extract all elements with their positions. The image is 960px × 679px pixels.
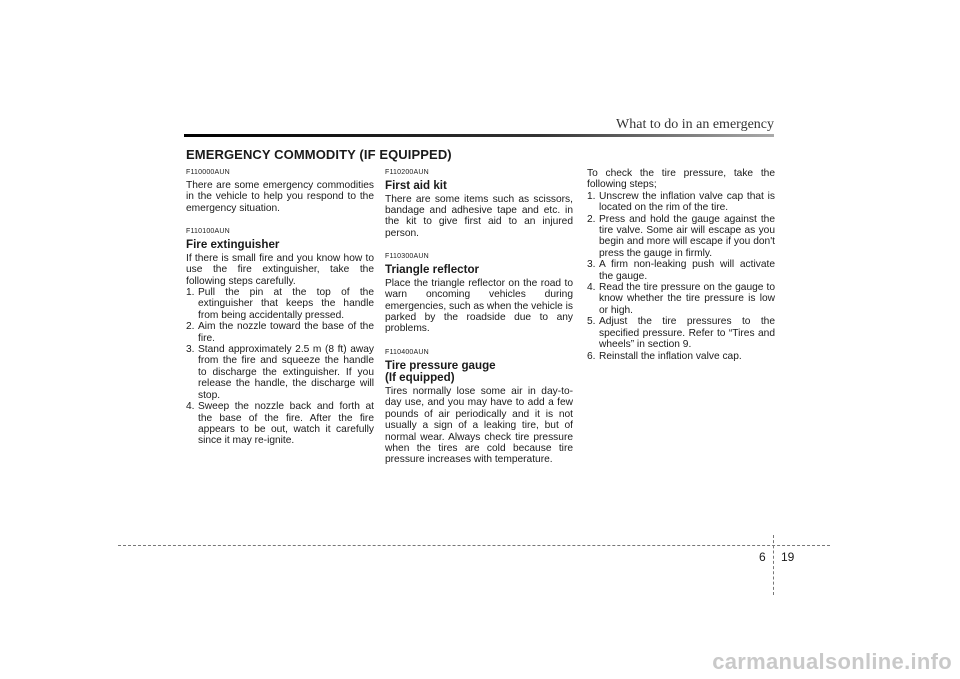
- first-aid-heading: First aid kit: [385, 179, 447, 192]
- tire-gauge-paragraph: Tires normally lose some air in day-to-day use, and you may have to add a few pounds of air periodically and it is not usually a sign of a leaking tire, but of normal wear. Always check tire pressure when the tires are cold because tire pressure increases with temperature.: [385, 386, 573, 466]
- step-text: Press and hold the gauge against the tire valve. Some air will escape as you begin and more will escape if you don't press the gauge in firmly.: [599, 213, 775, 259]
- column-2: [385, 168, 573, 479]
- list-item: [587, 282, 775, 316]
- running-header-title: What to do in an emergency: [616, 117, 774, 132]
- step-number: 5.: [587, 316, 596, 328]
- footer-dashed-divider: [773, 535, 774, 595]
- step-number: 3.: [587, 259, 596, 271]
- step-text: A firm non-leaking push will activate the gauge.: [599, 259, 775, 282]
- tire-gauge-code: F110400AUN: [385, 348, 429, 356]
- step-number: 2.: [587, 213, 596, 225]
- list-item: [587, 214, 775, 260]
- tire-check-intro: To check the tire pressure, take the following steps;: [587, 168, 775, 191]
- triangle-reflector-code: F110300AUN: [385, 253, 429, 261]
- header-rule: [184, 134, 774, 137]
- list-item: [587, 316, 775, 350]
- list-item: [587, 259, 775, 282]
- step-text: Adjust the tire pressures to the specified pressure. Refer to “Tires and wheels” in section 9.: [599, 316, 775, 351]
- column-1: [186, 168, 374, 447]
- fire-extinguisher-code: F110100AUN: [186, 228, 230, 236]
- step-text: Pull the pin at the top of the extinguisher that keeps the handle from being accidentally pressed.: [198, 287, 374, 321]
- list-item: [186, 287, 374, 321]
- step-number: 4.: [186, 401, 195, 413]
- list-item: [186, 344, 374, 401]
- watermark: carmanualsonline.info: [712, 649, 952, 674]
- fire-extinguisher-steps: [186, 287, 374, 447]
- step-number: 1.: [587, 190, 596, 202]
- triangle-reflector-paragraph: Place the triangle reflector on the road to warn oncoming vehicles during emergencies, such as when the vehicle is parked by the roadside due to any problems.: [385, 277, 574, 335]
- list-item: [186, 401, 374, 447]
- step-text: Reinstall the inflation valve cap.: [599, 350, 742, 362]
- first-aid-code: F110200AUN: [385, 169, 429, 176]
- step-number: 3.: [186, 344, 195, 356]
- tire-gauge-heading-qualifier: (If equipped): [385, 371, 455, 385]
- tire-check-steps: [587, 191, 775, 362]
- chapter-number: 6: [759, 550, 766, 564]
- fire-extinguisher-paragraph: If there is small fire and you know how to use the fire extinguisher, take the following steps carefully.: [186, 252, 374, 287]
- step-text: Unscrew the inflation valve cap that is located on the rim of the tire.: [599, 190, 775, 214]
- step-number: 1.: [186, 287, 195, 299]
- list-item: [587, 191, 775, 214]
- page-number: 19: [781, 550, 795, 564]
- intro-paragraph: There are some emergency commodities in the vehicle to help you respond to the emergency situation.: [186, 180, 374, 214]
- step-number: 2.: [186, 321, 195, 333]
- step-number: 6.: [587, 350, 596, 362]
- triangle-reflector-heading: Triangle reflector: [385, 263, 480, 277]
- footer-dashed-rule: [118, 545, 830, 546]
- list-item: [186, 321, 374, 344]
- list-item: [587, 351, 775, 362]
- step-text: Sweep the nozzle back and forth at the base of the fire. After the fire appears to be out, watch it carefully since it may re-ignite.: [198, 401, 374, 447]
- section-title: EMERGENCY COMMODITY (IF EQUIPPED): [186, 147, 452, 162]
- fire-extinguisher-heading: Fire extinguisher: [186, 238, 280, 252]
- step-text: Read the tire pressure on the gauge to know whether the tire pressure is low or high.: [599, 282, 775, 316]
- section-code: F110000AUN: [186, 169, 230, 176]
- step-text: Aim the nozzle toward the base of the fire.: [198, 321, 374, 344]
- column-3: [587, 168, 775, 362]
- first-aid-paragraph: There are some items such as scissors, bandage and adhesive tape and etc. in the kit to give first aid to an injured person.: [385, 193, 573, 239]
- step-text: Stand approximately 2.5 m (8 ft) away from the fire and squeeze the handle to discharge the extinguisher. If you release the handle, the discharge will stop.: [198, 344, 374, 401]
- step-number: 4.: [587, 282, 596, 294]
- tire-gauge-heading: Tire pressure gauge: [385, 358, 496, 372]
